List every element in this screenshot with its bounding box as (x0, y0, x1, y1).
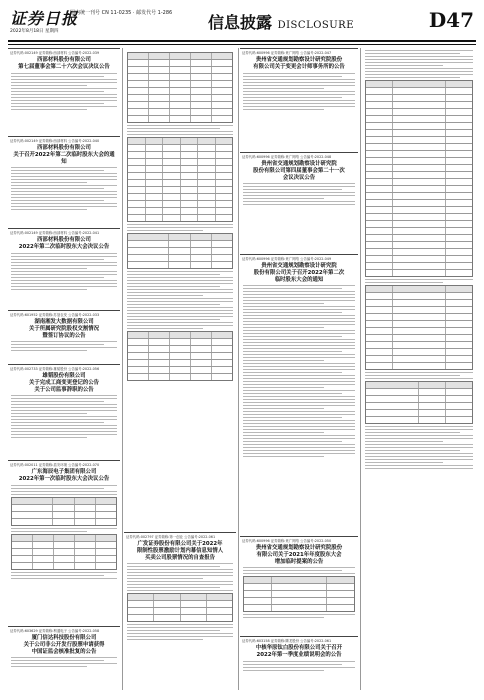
section-title (208, 10, 354, 33)
shareholding-table (127, 137, 233, 222)
page-number: D47 (428, 8, 474, 32)
proposal-table (365, 285, 473, 370)
notice-body (127, 563, 233, 591)
notice-title: 中核华原钛白股份有限公司关于召开 2022年第一季度业绩说明会的公告 (255, 645, 343, 658)
newspaper-logo: 证券日报 (10, 9, 79, 28)
notice-title: 贵州省交通规划勘察设计研究院股份 有限公司关于变更会计师事务所的公告 (253, 57, 345, 70)
proposal-table (365, 381, 473, 424)
notice (240, 152, 358, 207)
notice-body (11, 167, 117, 210)
section-title-en: DISCLOSURE (277, 20, 355, 31)
notice-body (11, 485, 117, 495)
notice-code: 证券代码:600996 证券简称:贵广网络 公告编号:2022-047 (242, 51, 332, 55)
notice-code: 证券代码:002149 证券简称:西部材料 公告编号:2022-041 (10, 231, 100, 235)
notice-body (127, 224, 233, 231)
section-title-cn: 信息披露 (208, 13, 273, 32)
notice-body (365, 50, 473, 78)
notice-title: 贵州省交通规划勘察设计研究院股份 有限公司关于2021年年度股东大会 增加临时提案的公告 (255, 545, 343, 565)
shareholding-table (127, 52, 233, 123)
notice-code: 证券代码:603629 证券简称:利通电子 公告编号:2022-058 (10, 629, 100, 633)
notice-body (127, 125, 233, 135)
column-divider (360, 48, 361, 690)
notice-code: 证券代码:603158 证券简称:腾龙股份 公告编号:2022-061 (242, 639, 332, 643)
notice-code: 证券代码:600996 证券简称:贵广网络 公告编号:2022-049 (242, 257, 332, 261)
notice-body (127, 271, 233, 329)
notice (240, 636, 358, 673)
notice (8, 228, 120, 292)
notice-code: 证券代码:002149 证券简称:西部材料 公告编号:2022-040 (10, 139, 100, 143)
notice (8, 626, 120, 669)
notice-body (11, 395, 117, 438)
masthead (8, 6, 476, 40)
notice-body (243, 183, 355, 205)
notice (8, 48, 120, 112)
column-d (362, 48, 476, 690)
notice-code: 证券代码:002733 证券简称:雄韬股份 公告编号:2022-056 (10, 367, 100, 371)
notice (240, 48, 358, 112)
shareholding-table (127, 233, 233, 269)
newspaper-registration: 国内统一刊号 CN 11-0235 · 邮发代号 1-286 (70, 10, 173, 16)
notice (8, 364, 120, 440)
column-c (240, 48, 358, 690)
notice (240, 536, 358, 620)
notice-title: 西部材料股份有限公司 第七届董事会第二十六次会议决议公告 (18, 57, 110, 70)
notice-code: 证券代码:600996 证券简称:贵广网络 公告编号:2022-050 (242, 539, 332, 543)
masthead-rule-thin (8, 44, 476, 45)
notice-body (11, 341, 117, 351)
notice-body (11, 657, 117, 667)
notice-body (365, 372, 473, 379)
notice-body (243, 73, 355, 110)
notice-code: 证券代码:600996 证券简称:贵广网络 公告编号:2022-048 (242, 155, 332, 159)
shareholding-table (127, 331, 233, 381)
notice-title: 广发证券股份有限公司关于2022年 限制性股票激励计划内幕信息知情人 买卖公司股票情况的自查报告 (136, 541, 224, 561)
notice-table (243, 576, 355, 612)
column-divider (238, 48, 239, 690)
notice-title: 贵州省交通规划勘察设计研究院 股份有限公司关于召开2022年第二次 临时股东大会的通知 (253, 263, 345, 283)
notice-code: 证券代码:002149 证券简称:西部材料 公告编号:2022-039 (10, 51, 100, 55)
notice-code: 证券代码:002797 证券简称:第一创业 公告编号:2022-061 (126, 535, 216, 539)
notice-body (243, 285, 355, 457)
notice (8, 460, 120, 581)
notice-code: 证券代码:002011 证券简称:盾安环境 公告编号:2022-070 (10, 463, 100, 467)
notice-title: 雄韬股份有限公司 关于完成工商变更登记的公告 关于公司监事辞职的公告 (28, 373, 100, 393)
notice-title: 厦门信达科技股份有限公司 关于公司非公开发行股票申请获得 中国证监会核准批复的公告 (23, 635, 105, 655)
proposal-table (365, 80, 473, 277)
notice-title: 西部材料股份有限公司 关于召开2022年第二次临时股东大会的通知 (13, 145, 115, 165)
notice-code: 证券代码:601952 证券简称:苏垦农发 公告编号:2022-033 (10, 313, 100, 317)
notice-title: 贵州省交通规划勘察设计研究院 股份有限公司第四届董事会第二十一次 会议决议公告 (253, 161, 345, 181)
notice (8, 136, 120, 212)
notice-title: 西部材料股份有限公司 2022年第二次临时股东大会决议公告 (18, 237, 110, 250)
notice-body (243, 567, 355, 574)
notice-title: 广东海辰电子集团有限公司 2022年第一次临时股东大会决议公告 (18, 469, 110, 482)
column-a (8, 48, 120, 690)
notice-body (11, 253, 117, 290)
notice-title: 湖南湘发大数据有限公司 关于所属研究院股权交割情况 暨签订协议的公告 (28, 319, 100, 339)
notice-table (11, 497, 117, 526)
issue-date: 2022年8月18日 星期四 (10, 29, 59, 34)
notice-body (11, 73, 117, 110)
notice-table (11, 534, 117, 570)
notice (124, 532, 236, 642)
column-divider (122, 48, 123, 690)
notice-body (365, 279, 473, 283)
masthead-rule (8, 40, 476, 42)
notice (8, 310, 120, 353)
notice-table (127, 593, 233, 622)
notice-body (365, 426, 473, 469)
notice (240, 254, 358, 459)
notice-body (243, 661, 355, 671)
column-b (124, 48, 236, 690)
